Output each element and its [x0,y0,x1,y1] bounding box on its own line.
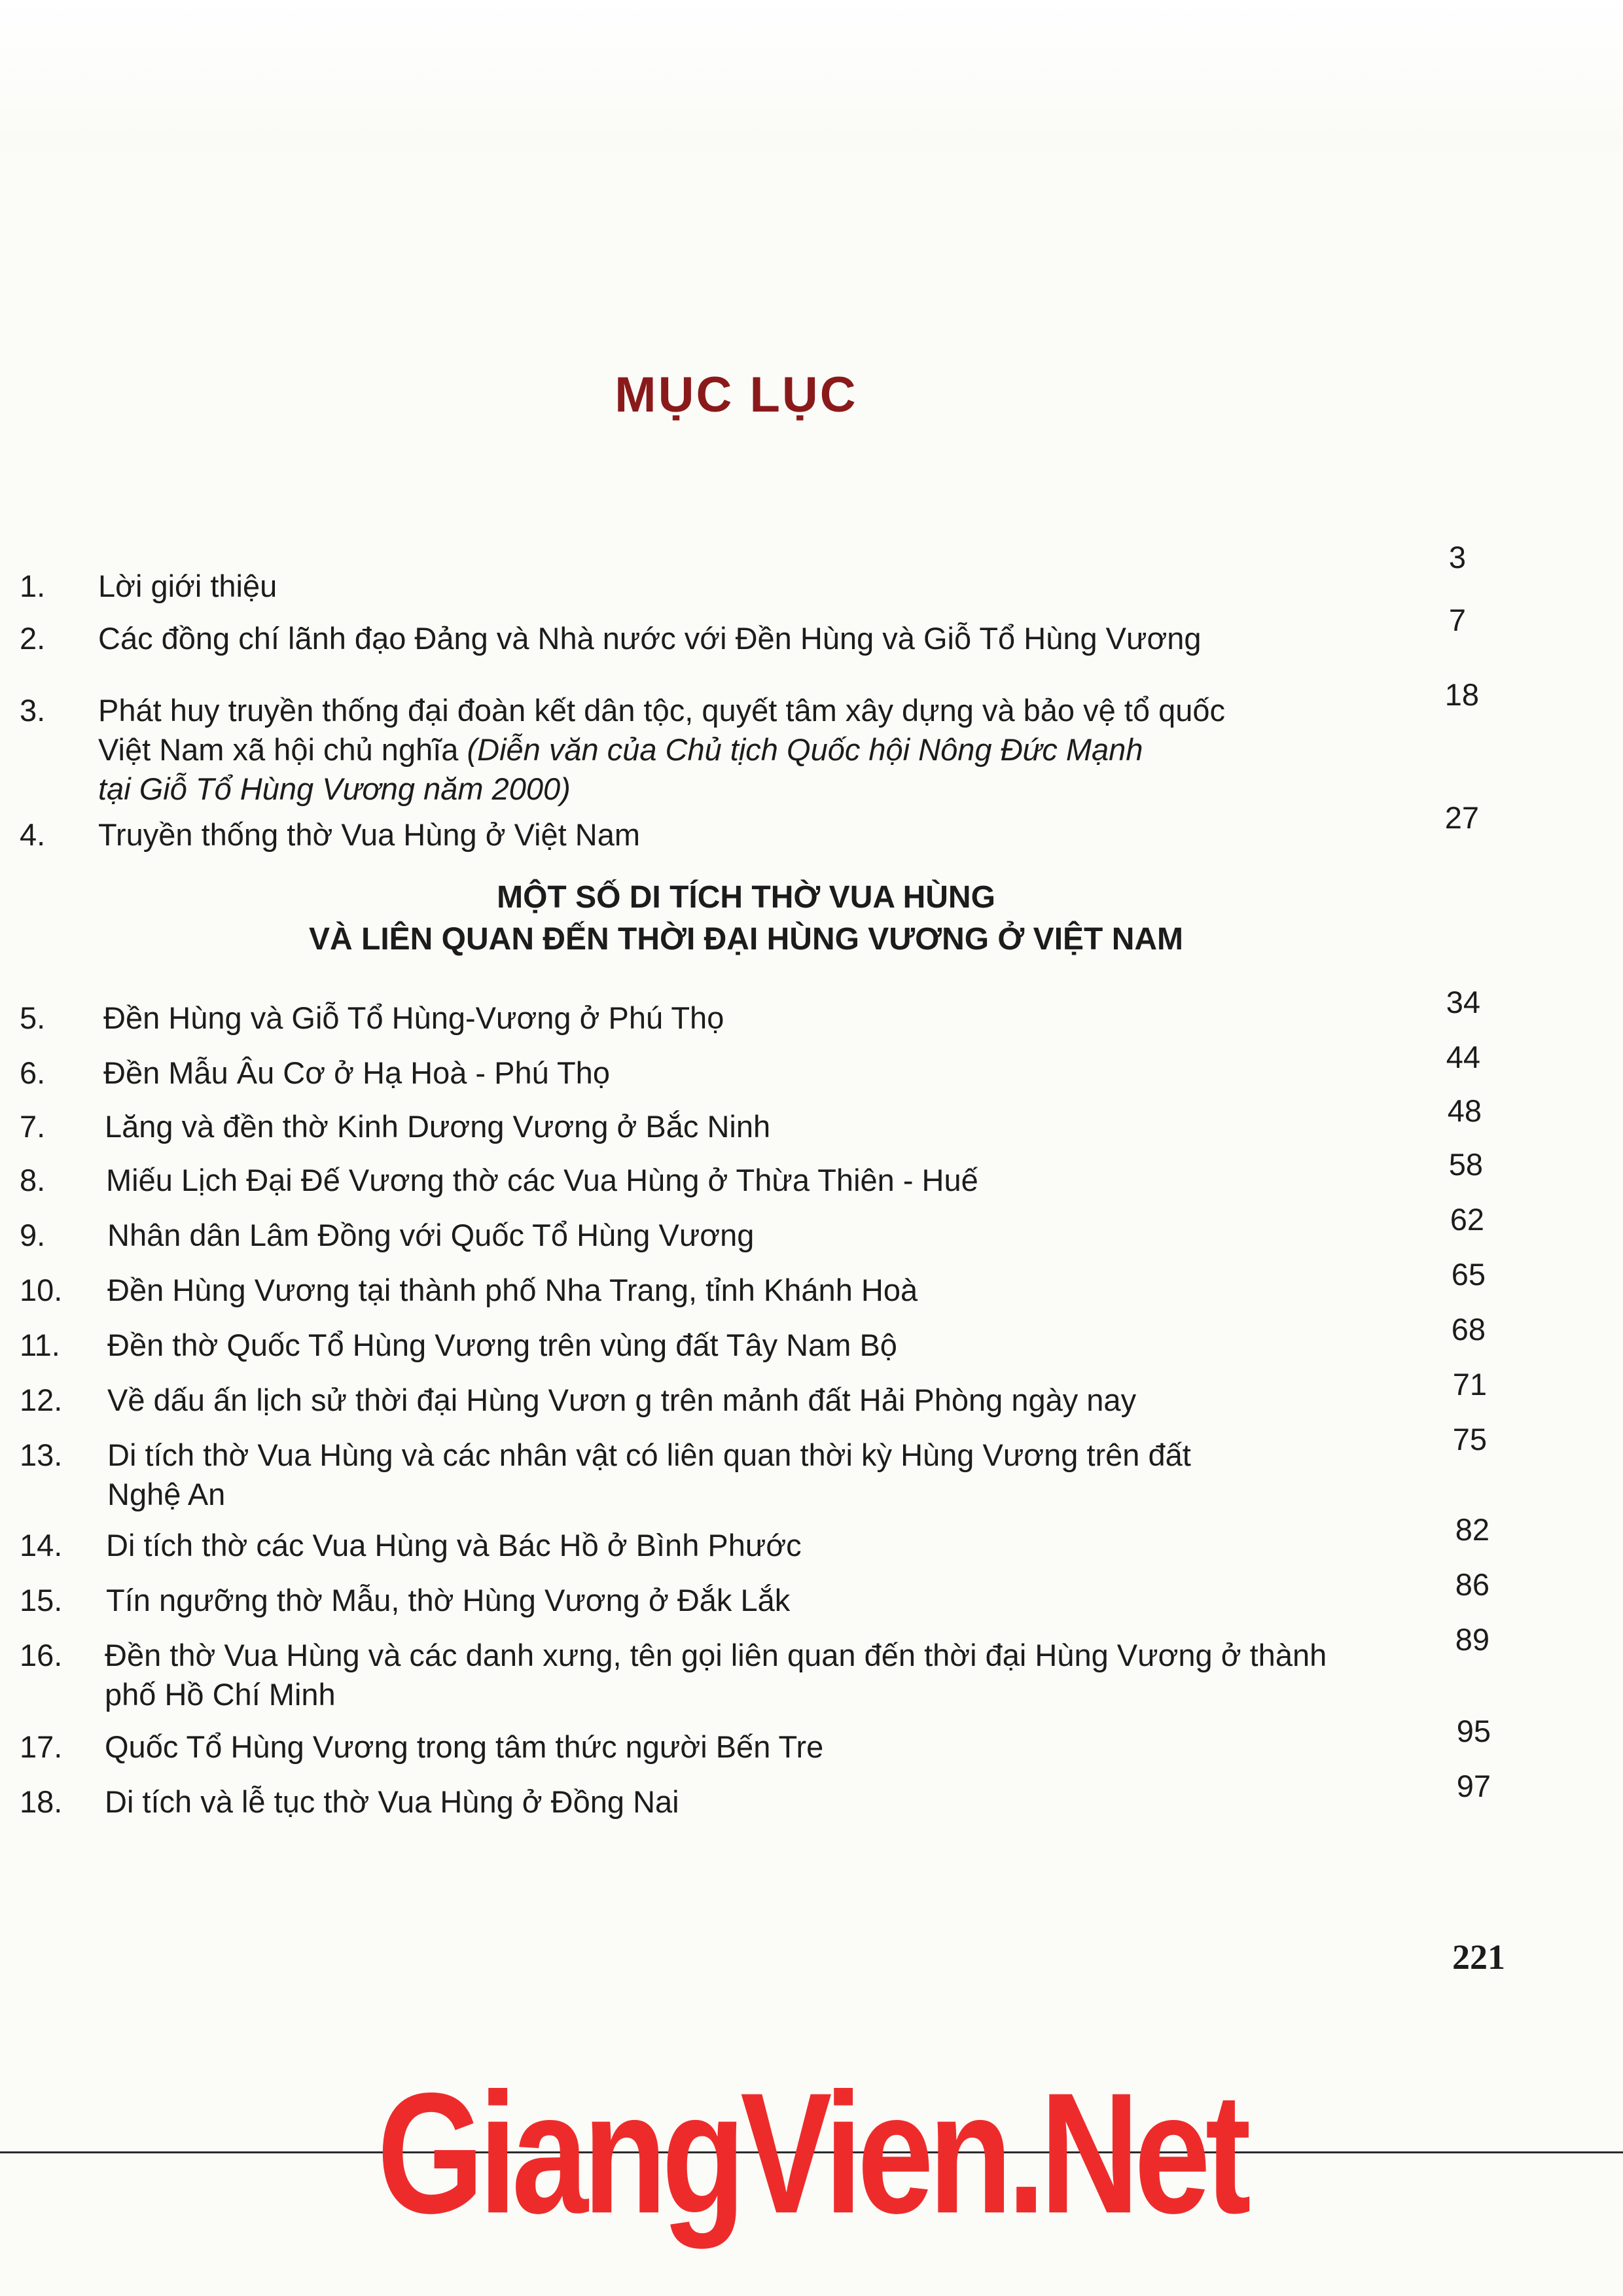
entry-title-line-2: phố Hồ Chí Minh [105,1677,336,1712]
section-heading-line-2: VÀ LIÊN QUAN ĐẾN THỜI ĐẠI HÙNG VƯƠNG Ở VIỆT NAM [308,922,1184,957]
entry-page: 97 [1456,1769,1491,1803]
entry-page: 7 [1448,603,1466,637]
entry-title: Miếu Lịch Đại Đế Vương thờ các Vua Hùng ở Thừa Thiên - Huế [106,1163,978,1197]
entry-number: 16. [20,1638,63,1672]
entry-number: 7. [20,1109,46,1144]
entry-page: 34 [1446,985,1480,1019]
entry-page: 95 [1456,1714,1491,1748]
entry-number: 9. [20,1218,46,1252]
entry-page: 75 [1452,1422,1487,1457]
entry-number: 11. [20,1328,60,1362]
entry-page: 82 [1455,1512,1489,1547]
entry-number: 4. [20,817,46,852]
entry-title: Đền Hùng và Giỗ Tổ Hùng-Vương ở Phú Thọ [103,1000,724,1035]
entry-title: Đền thờ Quốc Tổ Hùng Vương trên vùng đất Tây Nam Bộ [107,1328,897,1362]
entry-page: 71 [1452,1367,1487,1402]
entry-number: 15. [20,1583,63,1617]
entry-title: Quốc Tổ Hùng Vương trong tâm thức người Bến Tre [105,1729,824,1764]
entry-number: 2. [20,621,46,656]
entry-page: 65 [1451,1257,1486,1292]
entry-title [107,1436,1403,1514]
entry-title: Di tích thờ các Vua Hùng và Bác Hồ ở Bình Phước [106,1528,802,1563]
entry-number: 10. [20,1273,63,1307]
entry-title-line-1: Phát huy truyền thống đại đoàn kết dân tộc, quyết tâm xây dựng và bảo vệ tổ quốc [98,693,1225,728]
entry-title-plain: Việt Nam xã hội chủ nghĩa [98,732,467,767]
entry-number: 1. [20,569,46,603]
entry-number: 14. [20,1528,63,1563]
entry-number: 13. [20,1438,63,1472]
entry-page: 27 [1444,800,1479,835]
entry-title: Lời giới thiệu [98,569,277,603]
entry-number: 3. [20,693,46,728]
entry-title: Các đồng chí lãnh đạo Đảng và Nhà nước với Đền Hùng và Giỗ Tổ Hùng Vương [98,621,1202,656]
entry-title-line-1: Đền thờ Vua Hùng và các danh xưng, tên gọi liên quan đến thời đại Hùng Vương ở thành [105,1638,1327,1672]
entry-title-line-2 [98,730,1394,769]
entry-title: Đền Hùng Vương tại thành phố Nha Trang, tỉnh Khánh Hoà [107,1273,918,1307]
entry-number: 8. [20,1163,46,1197]
entry-page: 62 [1450,1202,1484,1237]
entry-title: Về dấu ấn lịch sử thời đại Hùng Vươn g trên mảnh đất Hải Phòng ngày nay [107,1383,1137,1417]
entry-title-line-1: Di tích thờ Vua Hùng và các nhân vật có liên quan thời kỳ Hùng Vương trên đất [107,1438,1191,1472]
entry-number: 12. [20,1383,63,1417]
entry-title: Nhân dân Lâm Đồng với Quốc Tổ Hùng Vương [107,1218,755,1252]
entry-page: 89 [1455,1622,1489,1657]
entry-number: 5. [20,1000,46,1035]
entry-title-line-2: Nghệ An [107,1477,226,1511]
entry-title: Truyền thống thờ Vua Hùng ở Việt Nam [98,817,641,852]
entry-page: 44 [1446,1040,1480,1074]
entry-page: 86 [1455,1567,1489,1602]
entry-title-italic: (Diễn văn của Chủ tịch Quốc hội Nông Đức Mạnh [467,732,1143,767]
entry-title-line-3: tại Giỗ Tổ Hùng Vương năm 2000) [98,771,571,806]
page-top-shade [0,0,1623,150]
entry-number: 18. [20,1784,63,1819]
entry-title: Đền Mẫu Âu Cơ ở Hạ Hoà - Phú Thọ [103,1055,610,1090]
entry-page: 48 [1447,1093,1482,1128]
watermark-logo: GiangVien.Net [377,2057,1246,2250]
entry-page: 3 [1448,540,1466,574]
entry-page: 18 [1444,677,1479,712]
toc-title: MỤC LỤC [615,367,858,423]
entry-number: 6. [20,1055,46,1090]
entry-title: Di tích và lễ tục thờ Vua Hùng ở Đồng Nai [105,1784,679,1819]
entry-title [98,691,1394,809]
entry-title: Lăng và đền thờ Kinh Dương Vương ở Bắc Ninh [105,1109,771,1144]
page-number: 221 [1452,1937,1505,1977]
section-heading-line-1: MỘT SỐ DI TÍCH THỜ VUA HÙNG [497,880,995,915]
entry-number: 17. [20,1729,63,1764]
entry-title: Tín ngưỡng thờ Mẫu, thờ Hùng Vương ở Đắk Lắk [106,1583,791,1617]
entry-page: 58 [1448,1147,1483,1182]
entry-title [105,1636,1400,1714]
entry-page: 68 [1451,1312,1486,1347]
